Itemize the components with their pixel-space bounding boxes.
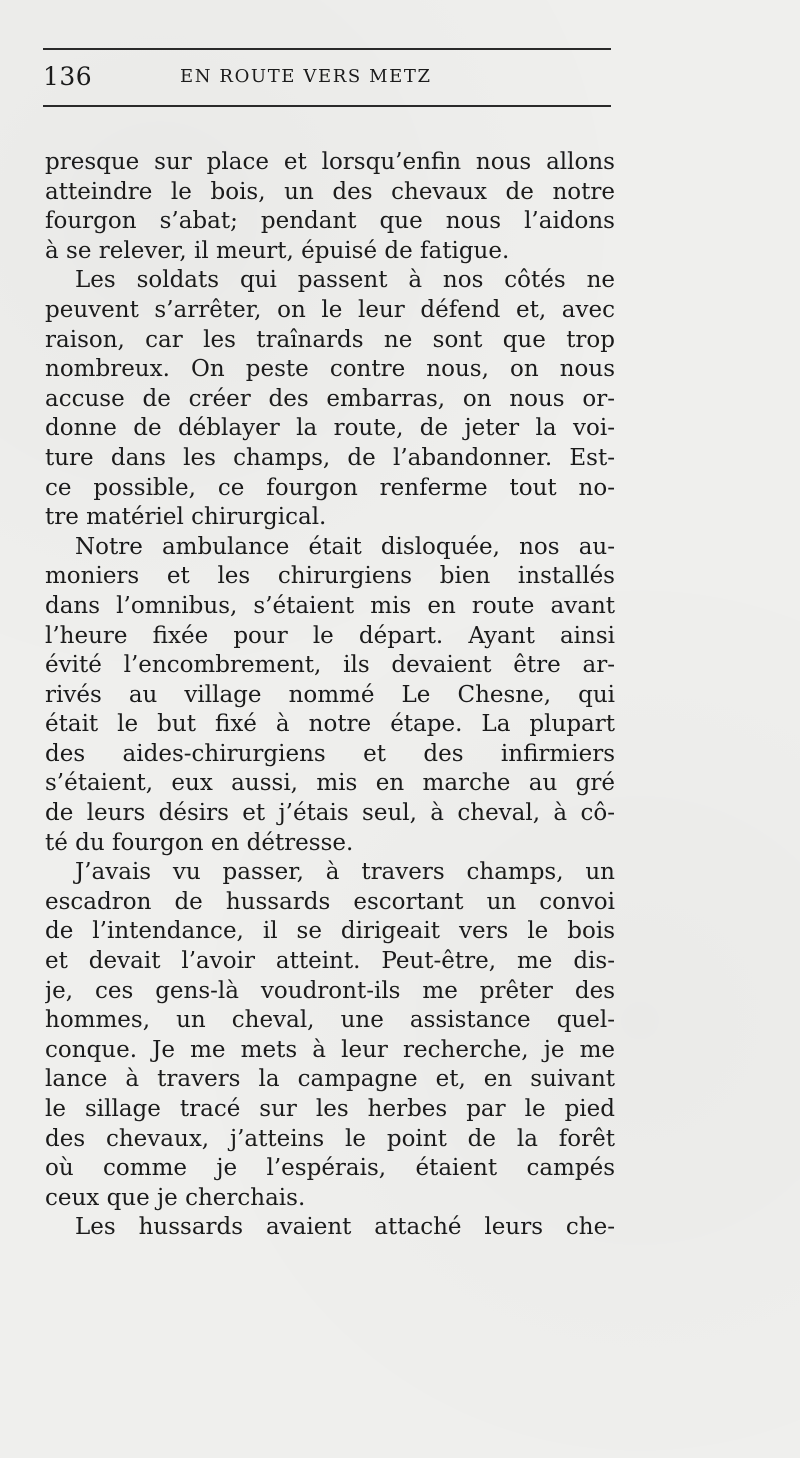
text-line: évité l’encombrement, ils devaient être ar- [45, 652, 615, 679]
text-line: était le but fixé à notre étape. La plupart [45, 711, 615, 738]
text-line: fourgon s’abat; pendant que nous l’aidons [45, 208, 615, 235]
page-number: 136 [43, 62, 93, 91]
text-line: et devait l’avoir atteint. Peut-être, me dis- [45, 948, 615, 975]
text-line: donne de déblayer la route, de jeter la voi- [45, 415, 615, 442]
running-title: EN ROUTE VERS METZ [180, 66, 432, 87]
text-line: té du fourgon en détresse. [45, 829, 354, 856]
text-line: le sillage tracé sur les herbes par le pied [45, 1096, 615, 1122]
paragraph-start-line: J’avais vu passer, à travers champs, un [75, 859, 615, 886]
text-line: peuvent s’arrêter, on le leur défend et, avec [45, 296, 615, 323]
text-line: je, ces gens-là voudront-ils me prêter des [45, 977, 615, 1004]
text-line: accuse de créer des embarras, on nous or- [45, 385, 615, 412]
text-line: escadron de hussards escortant un convoi [45, 888, 615, 915]
text-line: hommes, un cheval, une assistance quel- [45, 1007, 615, 1034]
text-line: de l’intendance, il se dirigeait vers le bois [45, 918, 615, 945]
text-line: à se relever, il meurt, épuisé de fatigue. [45, 237, 510, 264]
text-line: des chevaux, j’atteins le point de la forêt [45, 1125, 615, 1152]
text-line: où comme je l’espérais, étaient campés [45, 1155, 615, 1182]
text-line: s’étaient, eux aussi, mis en marche au gré [45, 770, 615, 797]
paragraph-start-line: Les soldats qui passent à nos côtés ne [75, 267, 615, 294]
text-line: rivés au village nommé Le Chesne, qui [45, 681, 615, 708]
text-line: de leurs désirs et j’étais seul, à cheval, à cô- [45, 800, 615, 827]
text-line: ce possible, ce fourgon renferme tout no- [45, 474, 615, 501]
text-line: dans l’omnibus, s’étaient mis en route avant [45, 592, 615, 619]
text-line: ceux que je cherchais. [45, 1184, 306, 1211]
text-line: nombreux. On peste contre nous, on nous [45, 356, 615, 383]
body-text [45, 148, 615, 1243]
text-line: lance à travers la campagne et, en suivant [45, 1066, 615, 1093]
text-line: des aides-chirurgiens et des infirmiers [45, 740, 615, 767]
text-line: l’heure fixée pour le départ. Ayant ainsi [45, 622, 615, 649]
text-line: atteindre le bois, un des chevaux de notre [45, 178, 615, 205]
text-line: raison, car les traînards ne sont que trop [45, 326, 615, 353]
running-head [43, 60, 611, 96]
text-line: moniers et les chirurgiens bien installés [45, 563, 615, 590]
text-line: ture dans les champs, de l’abandonner. Est- [45, 444, 615, 471]
text-line: presque sur place et lorsqu’enfin nous allons [45, 149, 615, 175]
text-line: tre matériel chirurgical. [45, 504, 327, 531]
header-bottom-rule [43, 105, 611, 107]
paragraph-start-line: Les hussards avaient attaché leurs che- [75, 1214, 615, 1241]
header-top-rule [43, 48, 611, 50]
text-line: conque. Je me mets à leur recherche, je me [45, 1036, 615, 1063]
paragraph-start-line: Notre ambulance était disloquée, nos au- [75, 533, 615, 560]
